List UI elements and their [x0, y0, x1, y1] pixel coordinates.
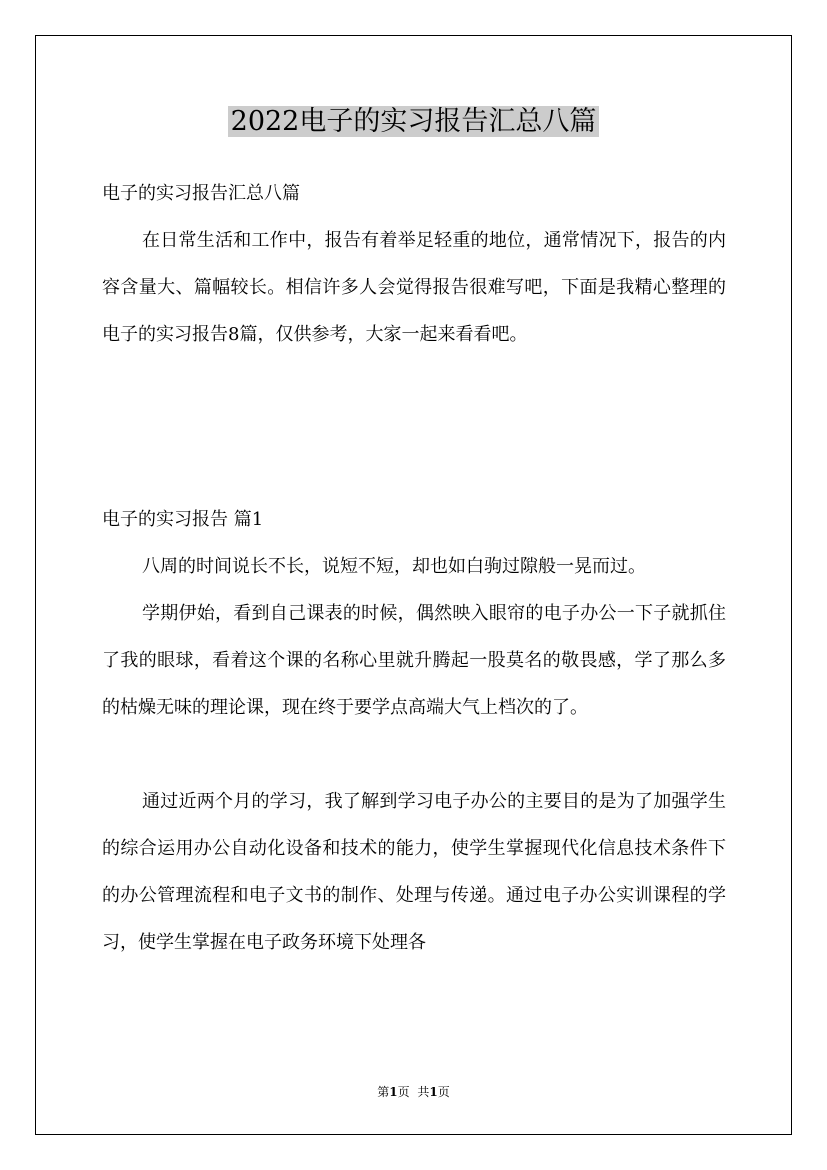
- page-prefix: 第: [377, 1085, 390, 1099]
- document-subtitle: 电子的实习报告汇总八篇: [102, 183, 300, 204]
- page-number: 1: [389, 1085, 398, 1099]
- document-title: 2022电子的实习报告汇总八篇: [0, 100, 827, 144]
- body-paragraph: 通过近两个月的学习，我了解到学习电子办公的主要目的是为了加强学生的综合运用办公自动化设备和技术的能力，使学生掌握现代化信息技术条件下的办公管理流程和电子文书的制作、处理与传递。通过电子办公实训课程的学习，使学生掌握在电子政务环境下处理各: [102, 791, 726, 953]
- page-footer: [0, 1082, 827, 1102]
- body-paragraph: 八周的时间说长不长，说短不短，却也如白驹过隙般一晃而过。: [142, 556, 646, 577]
- page-suffix: 页: [397, 1085, 410, 1099]
- section-heading: 电子的实习报告 篇1: [102, 509, 264, 530]
- total-prefix: 共: [417, 1085, 430, 1099]
- total-suffix: 页: [437, 1085, 450, 1099]
- body-paragraph: 学期伊始，看到自己课表的时候，偶然映入眼帘的电子办公一下子就抓住了我的眼球，看着这个课的名称心里就升腾起一股莫名的敬畏感，学了那么多的枯燥无味的理论课，现在终于要学点高端大气上档次的了。: [102, 603, 726, 718]
- intro-paragraph: 在日常生活和工作中，报告有着举足轻重的地位，通常情况下，报告的内容含量大、篇幅较长。相信许多人会觉得报告很难写吧，下面是我精心整理的电子的实习报告8篇，仅供参考，大家一起来看看吧。: [102, 230, 726, 345]
- total-pages: 1: [429, 1085, 438, 1099]
